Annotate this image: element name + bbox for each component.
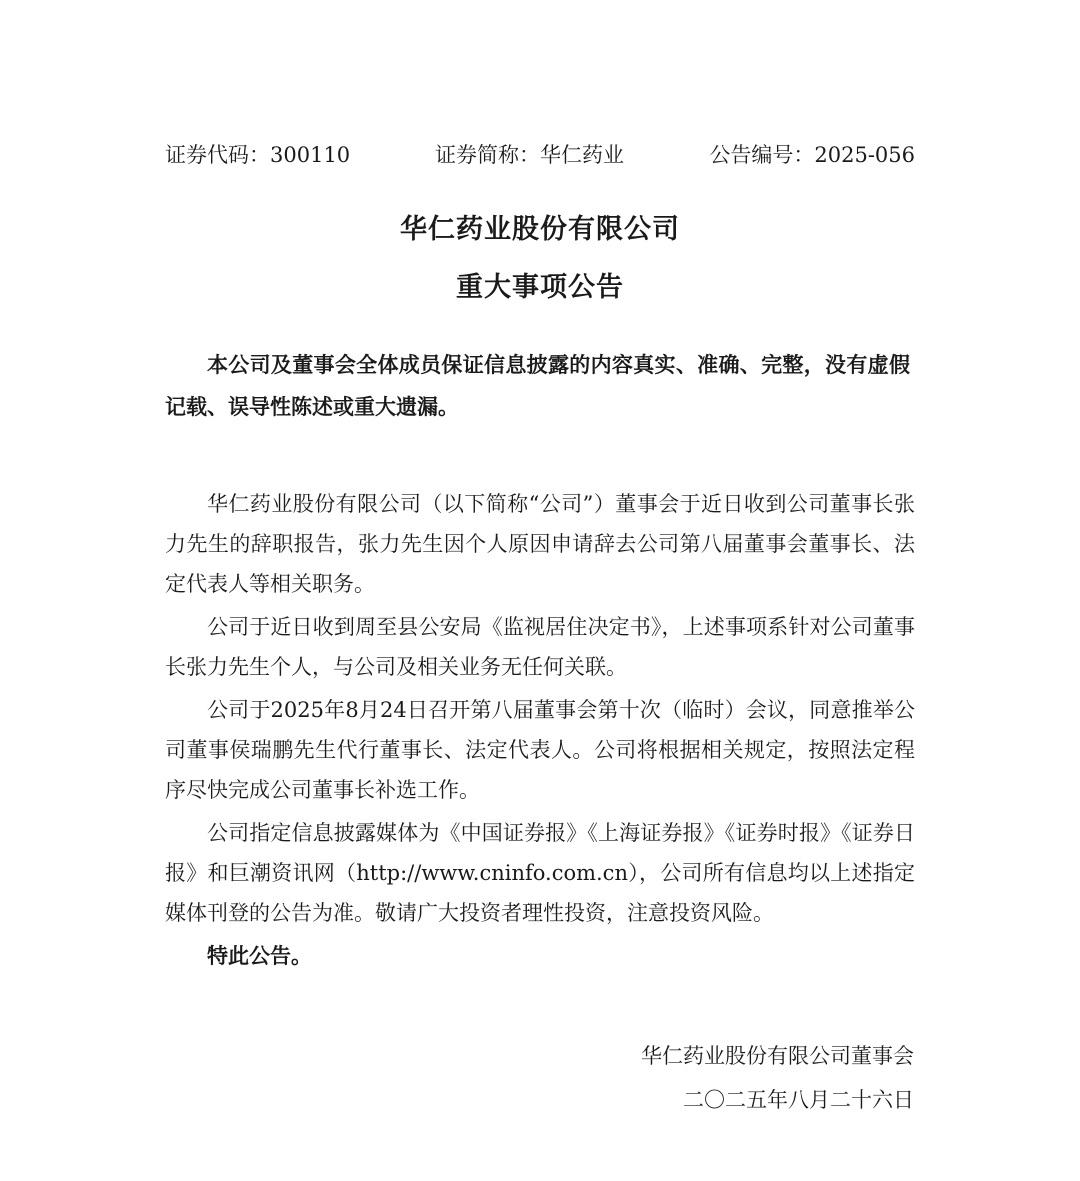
stock-code: 证券代码：300110 [165,143,351,167]
issuer-signature: 华仁药业股份有限公司董事会 [641,1044,914,1068]
paragraph-surveillance: 公司于近日收到周至县公安局《监视居住决定书》，上述事项系针对公司董事长张力先生个人，与公司及相关业务无任何关联。 [165,615,915,679]
announcement-body [165,484,915,979]
paragraph-board-meeting: 公司于2025年8月24日召开第八届董事会第十次（临时）会议，同意推举公司董事侯瑞鹏先生代行董事长、法定代表人。公司将根据相关规定，按照法定程序尽快完成公司董事长补选工作。 [165,698,915,802]
paragraph-disclosure-media: 公司指定信息披露媒体为《中国证券报》《上海证券报》《证券时报》《证券日报》和巨潮资讯网（http://www.cninfo.com.cn），公司所有信息均以上述指定媒体刊登的公告为准。敬请广大投资者理性投资，注意投资风险。 [165,821,915,925]
paragraph-resignation: 华仁药业股份有限公司（以下简称“公司”）董事会于近日收到公司董事长张力先生的辞职报告，张力先生因个人原因申请辞去公司第八届董事会董事长、法定代表人等相关职务。 [165,492,915,596]
closing-line: 特此公告。 [207,944,312,968]
announcement-date: 二〇二五年八月二十六日 [683,1088,914,1112]
board-statement: 本公司及董事会全体成员保证信息披露的内容真实、准确、完整，没有虚假记载、误导性陈述或重大遗漏。 [165,353,910,419]
announcement-number: 公告编号：2025-056 [709,143,915,167]
announcement-header [165,138,915,172]
stock-short-name: 证券简称：华仁药业 [435,143,624,167]
announcement-title: 重大事项公告 [456,272,624,303]
company-title: 华仁药业股份有限公司 [400,214,680,245]
